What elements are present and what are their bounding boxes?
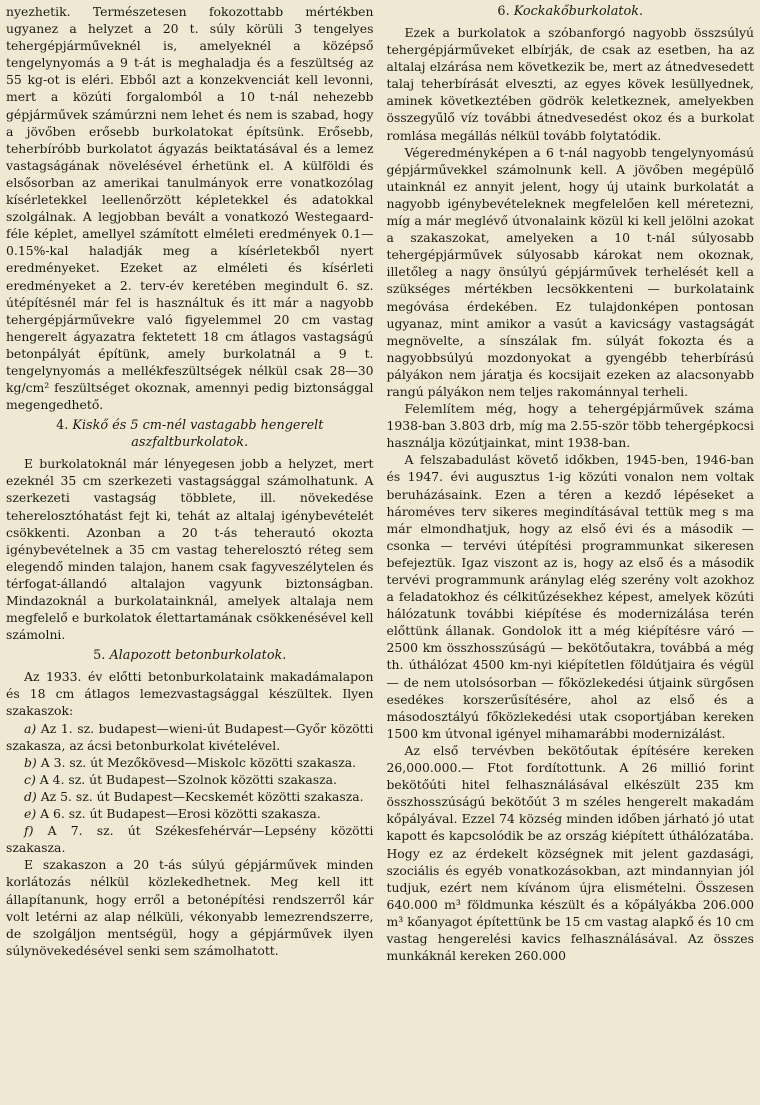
post-liberation-paragraph: A felszabadulást követő időkben, 1945-ben, 1946-ban és 1947. évi augusztus 1-ig közúti vonalon nem voltak beruházásaink. Ezen a téren a kezdő lépéseket a hároméves terv sikeres megindításával tettük meg s ma már elmondhatjuk, hogy az első évi és a második — csonka — tervévi útépítési programmunkat sikeresen befejeztük. Igaz viszont az is, hogy az első és a második tervévi programmunk aránylag elég szerény volt azokhoz a feladatokhoz és célkitűzésekhez képest, amelyek közúti hálózatunk további kiépítése és modernizálása terén előttünk állanak. Gondolok itt a még kiépítésre váró — 2500 km összhosszúságú — bekötőutakra, továbbá a még th. úthálózat 4500 km-nyi kiépítetlen földútjaira és végül — de nem utolsósorban — főközlekedési útjaink sürgősen esedékes korszerűsítésére, ahol az első és a másodosztályú főközlekedési utak csoportjában kereken 1500 km útvonal igényel mihamarábbi modernizálást. <box>386 452 754 741</box>
section-heading-4 <box>6 417 374 451</box>
list-item-text: Az 1. sz. budapest—wieni-út Budapest—Győr közötti szakasza, az ácsi betonburkolat kivételével. <box>6 720 374 753</box>
intro-paragraph: nyezhetik. Természetesen fokozottabb mértékben ugyanez a helyzet a 20 t. súly körüli 3 tengelyes tehergépjárműveknél is, amelyeknél a középső tengelynyomás a 9 t-át is meghaladja és a feszültség az 55 kg-ot is eléri. Ebből azt a konzekvenciát kell levonni, mert a közúti forgalomból a 10 t-nál nehezebb gépjárművek számúrzni nem lehet és nem is szabad, hogy a jövőben erősebb burkolatokat építsünk. Erősebb, teherbíróbb burkolatot ágyazás beiktatásával és a lemez vastagságának növelésével érhetünk el. A külföldi és elsősorban az amerikai tanulmányok erre vonatkozólag kísérletekkel leellenőrzött képletekkel és adatokkal szolgálnak. A legjobban bevált a vonatkozó Westegaard-féle képlet, amellyel számított elméleti eredmények 0.1—0.15%-kal haladják meg a kísérletekből nyert eredményeket. Ezeket az elméleti és kísérleti eredményeket a 2. terv-év keretében megindult 6. sz. útépítésnél már fel is használtuk és itt már a nagyobb tehergépjárművekre való figyelemmel 20 cm vastag hengerelt ágyazatra fektetett 18 cm átlagos vastagságú betonpályát építünk, amely burkolatnál a 9 t. tengelynyomás a mellékfeszültségek nélkül csak 28—30 kg/cm² feszültséget okoznak, amennyi pedig biztonsággal megengedhető. <box>6 4 374 413</box>
section-title: Alapozott betonburkolatok. <box>109 648 287 664</box>
list-item <box>6 788 374 805</box>
section-number: 6. <box>497 4 510 19</box>
list-item-text: A 3. sz. út Mezőkövesd—Miskolc közötti szakasza. <box>40 754 357 770</box>
section-number: 5. <box>93 648 106 664</box>
list-item <box>6 771 374 788</box>
section-6-paragraph: Ezek a burkolatok a szóbanforgó nagyobb összsúlyú tehergépjárműveket elbírják, de csak az esetben, ha az altalaj elzárása nem következik be, mert az átnedvesedett talaj teherbírását elveszti, az egyes kövek lesüllyednek, aminek következtében gödrök keletkeznek, amelyekben összegyűlő víz további átnedvesedést okoz és a burkolat romlása megállás nélkül tovább folytatódik. <box>386 25 754 143</box>
section-4-paragraph: E burkolatoknál már lényegesen jobb a helyzet, mert ezeknél 35 cm szerkezeti vastagsággal számolhatunk. A szerkezeti vastagság többlete, ill. növekedése teherelosztóhatást fejt ki, tehát az altalaj igénybevételét csökkenti. Azonban a 20 t-ás teherautó okozta igénybevételnek a 35 cm vastag teherelosztó réteg sem elegendő minden talajon, hanem csak fagyveszélytelen és térfogat-állandó altalajon vagyunk biztonságban. Mindazoknál a burkolatainknál, amelyek altalaja nem megfelelő e burkolatok élettartamának csökkenésével kell számolni. <box>6 456 374 643</box>
list-item-text: A 4. sz. út Budapest—Szolnok közötti szakasza. <box>39 771 337 787</box>
list-marker: f) <box>24 823 34 839</box>
list-marker: b) <box>24 754 37 770</box>
section-5-paragraph: Az 1933. év előtti betonburkolataink makadámalapon és 18 cm átlagos lemezvastagsággal készültek. Ilyen szakaszok: <box>6 669 374 719</box>
vehicle-count-paragraph: Felemlítem még, hogy a tehergépjárművek száma 1938-ban 3.803 drb, míg ma 2.55-ször több tehergépkocsi használja közútjainkat, mint 1938-ban. <box>386 401 754 451</box>
list-item-text: A 7. sz. út Székesfehérvár—Lepsény közötti szakasza. <box>6 823 374 856</box>
section-number: 4. <box>56 418 69 434</box>
list-item-text: Az 5. sz. út Budapest—Kecskemét közötti szakasza. <box>40 788 364 804</box>
conclusion-paragraph: Végeredményképen a 6 t-nál nagyobb tengelynyomású gépjárművekkel számolnunk kell. A jövőben megépülő utainknál ez annyit jelent, hogy új utaink burkolatát a nagyobb igénybevételeknek megfelelően kell méretezni, míg a már meglévő útvonalaink közül ki kell jelölni azokat a szakaszokat, amelyeken a 10 t-nál súlyosabb tehergépjárművek súlyosabb károkat nem okoznak, illetőleg a nagy önsúlyú gépjárművek terhelését kell a szükséges mértékben lecsökkenteni — burkolataink megóvása érdekében. Ez tulajdonképen pontosan ugyanaz, mint amikor a vasút a kavicságy vastagságát megnövelte, a sínszálak fm. súlyát fokozta és a nagyobbsúlyú mozdonyokat a gyengébb teherbírású pályákon nem járatja és kocsijait ezeken az alacsonyabb rangú pályákon nem teljes rakománnyal terheli. <box>386 144 754 399</box>
list-item-text: A 6. sz. út Budapest—Erosi közötti szakasza. <box>40 806 321 822</box>
list-item <box>6 822 374 856</box>
section-title: Kockakőburkolatok. <box>513 4 644 19</box>
section-heading-5 <box>6 647 374 664</box>
section-title: Kiskő és 5 cm-nél vastagabb hengerelt aszfaltburkolatok. <box>72 418 324 451</box>
list-item <box>6 754 374 771</box>
list-marker: d) <box>24 788 37 804</box>
list-item <box>6 805 374 822</box>
first-plan-year-paragraph: Az első tervévben bekötőutak építésére kereken 26,000.000.— Ftot fordítottunk. A 26 millió forint bekötőúti hitel felhasználásával elkészült 235 km összhosszúságú bekötőút 3 m széles hengerelt makadám kőpályával. Ezzel 74 község minden időben járható jó utat kapott és kapcsolódik be az ország kiépített úthálózatába. Hogy ez az érdekelt községnek mit jelent gazdasági, szociális és egyéb vonatkozásokban, azt mindannyian jól tudjuk, ezért nem kívánom újra elismételni. Összesen 640.000 m³ földmunka készült és a kőpályákba 206.000 m³ kőanyagot építettünk be 15 cm vastag alapkő és 10 cm vastag hengerelési kavics felhasználásával. Az összes munkáknál kereken 260.000 <box>386 742 754 964</box>
list-item <box>6 720 374 754</box>
closing-paragraph: E szakaszon a 20 t-ás súlyú gépjárművek minden korlátozás nélkül közlekedhetnek. Meg kell itt állapítanunk, hogy erről a betonépítési rendszerről kár volt letérni az alap nélküli, vékonyabb lemezrendszerre, de szolgáljon mentségül, hogy a gépjárművek ilyen súlynövekedésével senki sem számolhatott. <box>6 857 374 958</box>
list-marker: c) <box>24 771 36 787</box>
section-heading-6 <box>387 3 755 20</box>
left-column <box>6 3 374 1105</box>
list-marker: a) <box>24 720 37 736</box>
right-column <box>387 3 755 1105</box>
list-marker: e) <box>24 806 37 822</box>
